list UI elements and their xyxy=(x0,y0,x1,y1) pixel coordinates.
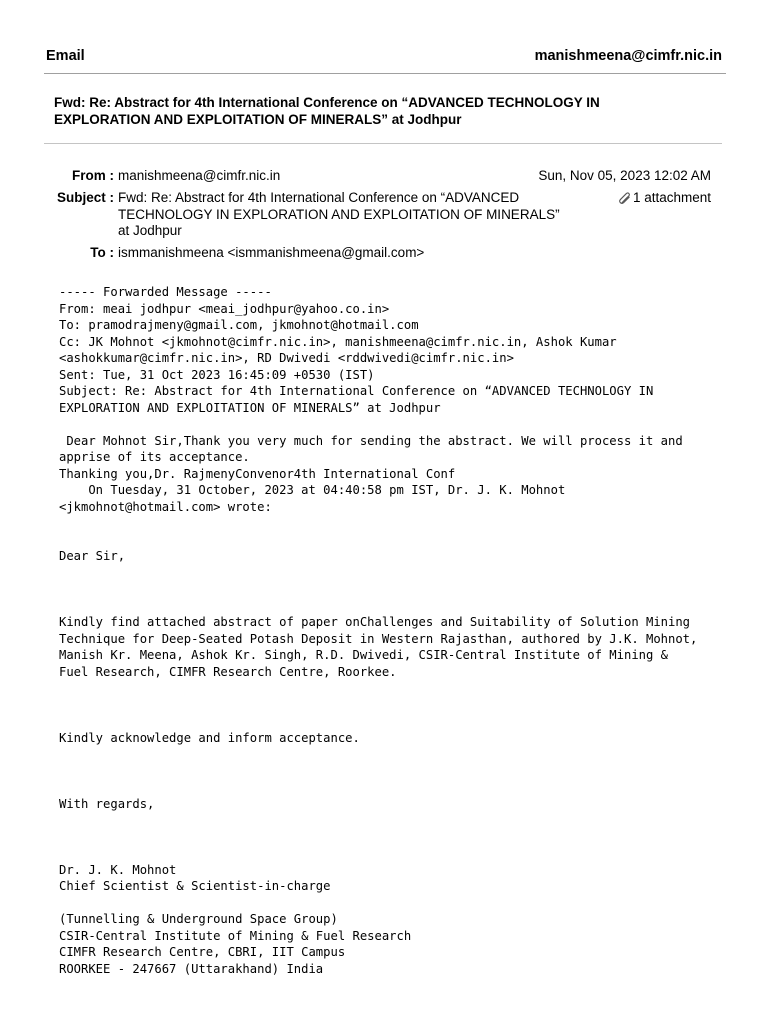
body-line: CSIR-Central Institute of Mining & Fuel Research xyxy=(59,928,412,943)
body-line: Kindly acknowledge and inform acceptance. xyxy=(59,730,360,745)
body-line: apprise of its acceptance. xyxy=(59,450,250,464)
body-line xyxy=(59,746,749,763)
body-line: <jkmohnot@hotmail.com> wrote: xyxy=(59,499,272,514)
body-line: Technique for Deep-Seated Potash Deposit in Western Rajasthan, authored by J.K. Mohnot, xyxy=(59,631,698,646)
subject-line: Fwd: Re: Abstract for 4th International Conference on “ADVANCED xyxy=(118,190,520,205)
body-line xyxy=(59,697,749,714)
message-date: Sun, Nov 05, 2023 12:02 AM xyxy=(538,168,711,183)
body-line: Sent: Tue, 31 Oct 2023 16:45:09 +0530 (IST) xyxy=(59,367,375,382)
divider xyxy=(44,73,726,74)
body-line: Thanking you,Dr. RajmenyConvenor4th International Conf xyxy=(59,466,456,481)
message-title: Fwd: Re: Abstract for 4th International Conference on “ADVANCED TECHNOLOGY IN EXPLORATION AND EXPLOITATION OF MINERALS” at Jodhpur xyxy=(54,95,600,127)
body-line xyxy=(59,565,749,582)
body-line: To: pramodrajmeny@gmail.com, jkmohnot@hotmail.com xyxy=(59,318,419,332)
subject-line: at Jodhpur xyxy=(118,223,182,238)
body-line: Fuel Research, CIMFR Research Centre, Roorkee. xyxy=(59,664,397,679)
to-row xyxy=(44,245,544,262)
body-line: ----- Forwarded Message ----- xyxy=(59,285,272,299)
subject-label: Subject : xyxy=(56,190,114,205)
subject-line: TECHNOLOGY IN EXPLORATION AND EXPLOITATION OF MINERALS” xyxy=(118,206,560,222)
account-email: manishmeena@cimfr.nic.in xyxy=(534,48,722,64)
body-line: Dear Mohnot Sir,Thank you very much for sending the abstract. We will process it and xyxy=(59,433,683,448)
body-line: On Tuesday, 31 October, 2023 at 04:40:58 pm IST, Dr. J. K. Mohnot xyxy=(59,483,566,497)
body-line: Dr. J. K. Mohnot xyxy=(59,862,177,877)
body-line: Subject: Re: Abstract for 4th International Conference on “ADVANCED TECHNOLOGY IN xyxy=(59,384,654,398)
body-line: Cc: JK Mohnot <jkmohnot@cimfr.nic.in>, manishmeena@cimfr.nic.in, Ashok Kumar xyxy=(59,334,617,349)
body-line: (Tunnelling & Underground Space Group) xyxy=(59,912,338,926)
body-line: Chief Scientist & Scientist-in-charge xyxy=(59,879,331,893)
to-label: To : xyxy=(90,245,114,260)
body-line: ROORKEE - 247667 (Uttarakhand) India xyxy=(59,961,324,976)
body-line xyxy=(59,515,749,532)
body-line xyxy=(59,829,749,846)
body-line xyxy=(59,416,749,433)
body-line xyxy=(59,581,749,598)
body-line xyxy=(59,779,749,796)
attachment-count: 1 attachment xyxy=(632,190,711,205)
body-line xyxy=(59,680,749,697)
app-label: Email xyxy=(46,48,85,64)
from-row xyxy=(44,168,544,185)
body-line: Kindly find attached abstract of paper onChallenges and Suitability of Solution Mining xyxy=(59,615,691,629)
body-line xyxy=(59,532,749,549)
body-line xyxy=(59,895,749,912)
body-line xyxy=(59,763,749,780)
from-label: From : xyxy=(72,168,114,183)
paperclip-icon xyxy=(618,191,632,205)
divider xyxy=(44,143,722,144)
body-line: Dear Sir, xyxy=(59,549,126,563)
body-line: <ashokkumar@cimfr.nic.in>, RD Dwivedi <rddwivedi@cimfr.nic.in> xyxy=(59,351,514,365)
top-bar xyxy=(46,46,724,68)
body-line: Manish Kr. Meena, Ashok Kr. Singh, R.D. Dwivedi, CSIR-Central Institute of Mining & xyxy=(59,648,669,662)
attachment-link[interactable] xyxy=(618,190,711,205)
body-line xyxy=(59,845,749,862)
body-line: With regards, xyxy=(59,796,155,811)
from-value: manishmeena@cimfr.nic.in xyxy=(118,168,281,183)
body-line: From: meai jodhpur <meai_jodhpur@yahoo.co.in> xyxy=(59,301,390,316)
body-line: EXPLORATION AND EXPLOITATION OF MINERALS” at Jodhpur xyxy=(59,400,441,415)
body-line xyxy=(59,812,749,829)
message-body xyxy=(59,284,749,977)
body-line: CIMFR Research Centre, CBRI, IIT Campus xyxy=(59,945,346,959)
body-line xyxy=(59,713,749,730)
body-line xyxy=(59,598,749,615)
to-value: ismmanishmeena <ismmanishmeena@gmail.com> xyxy=(118,245,425,260)
subject-row xyxy=(44,190,564,240)
